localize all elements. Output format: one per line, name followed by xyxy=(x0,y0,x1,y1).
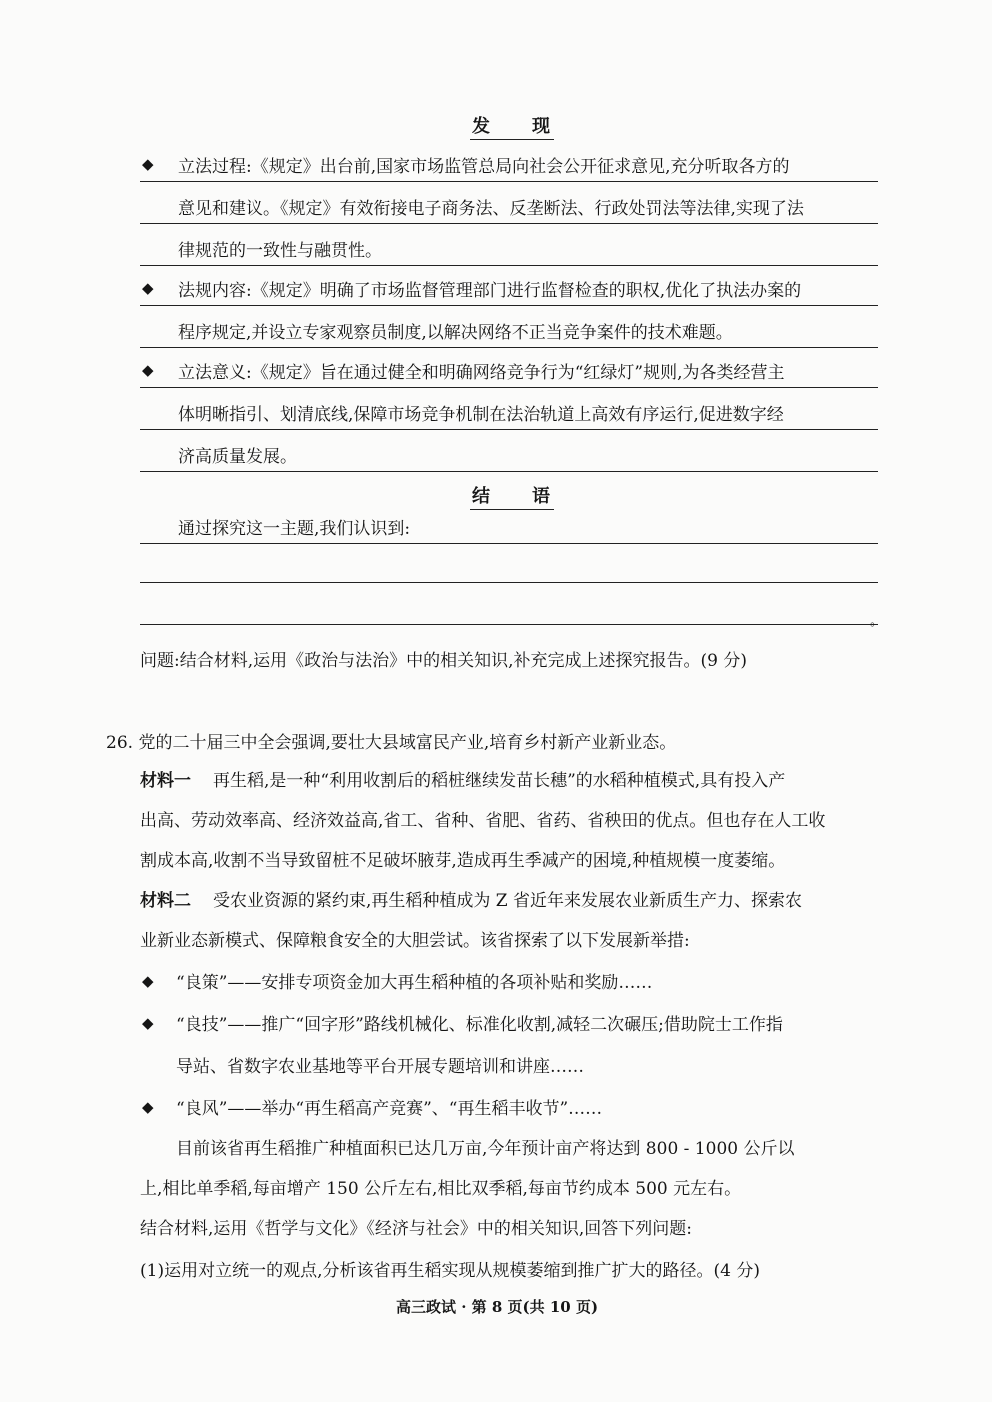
discovery-item-3-line-1: 立法意义:《规定》旨在通过健全和明确网络竞争行为“红绿灯”规则,为各类经营主 xyxy=(140,346,878,388)
measure-3: “良风”——举办“再生稻高产竞赛”、“再生稻丰收节”…… xyxy=(176,1099,603,1119)
section-heading-discovery xyxy=(470,112,554,138)
material-2-line-2: 业新业态新模式、保障粮食安全的大胆尝试。该省探索了以下发展新举措: xyxy=(140,931,690,951)
bullet-icon: ◆ xyxy=(142,155,154,173)
summary-line-2: 上,相比单季稻,每亩增产 150 公斤左右,相比双季稻,每亩节约成本 500 元左右。 xyxy=(140,1179,742,1199)
discovery-item-2-line-2: 程序规定,并设立专家观察员制度,以解决网络不正当竞争案件的技术难题。 xyxy=(140,306,878,348)
material-1-line-2: 出高、劳动效率高、经济效益高,省工、省种、省肥、省药、省秧田的优点。但也存在人工收 xyxy=(140,811,826,831)
section-heading-conclusion-text: 结 语 xyxy=(470,486,554,510)
material-1-line-1: 材料一 再生稻,是一种“利用收割后的稻桩继续发苗长穗”的水稻种植模式,具有投入产 xyxy=(140,771,786,791)
summary-line-1: 目前该省再生稻推广种植面积已达几万亩,今年预计亩产将达到 800 - 1000 公斤以 xyxy=(176,1139,795,1159)
discovery-item-2-line-1: 法规内容:《规定》明确了市场监督管理部门进行监督检查的职权,优化了执法办案的 xyxy=(140,264,878,306)
question-26-stem: 26. 党的二十届三中全会强调,要壮大县域富民产业,培育乡村新产业新业态。 xyxy=(106,733,677,753)
bullet-icon: ◆ xyxy=(142,279,154,297)
measure-2-line-1: “良技”——推广“回字形”路线机械化、标准化收割,减轻二次碾压;借助院士工作指 xyxy=(176,1015,783,1035)
bullet-icon: ◆ xyxy=(142,1098,154,1116)
discovery-item-3-line-3: 济高质量发展。 xyxy=(140,430,878,472)
discovery-item-1-line-1: 立法过程:《规定》出台前,国家市场监管总局向社会公开征求意见,充分听取各方的 xyxy=(140,140,878,182)
discovery-item-1-line-3: 律规范的一致性与融贯性。 xyxy=(140,224,878,266)
material-2-line-1: 材料二 受农业资源的紧约束,再生稻种植成为 Z 省近年来发展农业新质生产力、探索农 xyxy=(140,891,803,911)
question-26-instruction: 结合材料,运用《哲学与文化》《经济与社会》中的相关知识,回答下列问题: xyxy=(140,1219,693,1239)
measure-2-line-2: 导站、省数字农业基地等平台开展专题培训和讲座…… xyxy=(176,1057,584,1077)
section-heading-discovery-text: 发 现 xyxy=(470,116,554,140)
material-1-label: 材料一 xyxy=(140,771,191,791)
material-2-label: 材料二 xyxy=(140,891,191,911)
page-footer: 高三政试 · 第 8 页(共 10 页) xyxy=(396,1298,599,1316)
material-1-line-3: 割成本高,收割不当导致留桩不足破坏腋芽,造成再生季减产的困境,种植规模一度萎缩。 xyxy=(140,851,786,871)
bullet-icon: ◆ xyxy=(142,1014,154,1032)
question-26-sub-1: (1)运用对立统一的观点,分析该省再生稻实现从规模萎缩到推广扩大的路径。(4 分) xyxy=(140,1261,760,1281)
conclusion-line-1: 通过探究这一主题,我们认识到: xyxy=(140,502,878,544)
bullet-icon: ◆ xyxy=(142,972,154,990)
conclusion-end-mark: 。 xyxy=(870,614,884,629)
question-25-prompt: 问题:结合材料,运用《政治与法治》中的相关知识,补充完成上述探究报告。(9 分) xyxy=(140,651,748,671)
discovery-item-1-line-2: 意见和建议。《规定》有效衔接电子商务法、反垄断法、行政处罚法等法律,实现了法 xyxy=(140,182,878,224)
bullet-icon: ◆ xyxy=(142,361,154,379)
conclusion-blank-line-3 xyxy=(140,624,878,625)
conclusion-blank-line-2 xyxy=(140,582,878,583)
measure-1: “良策”——安排专项资金加大再生稻种植的各项补贴和奖励…… xyxy=(176,973,653,993)
discovery-item-3-line-2: 体明晰指引、划清底线,保障市场竞争机制在法治轨道上高效有序运行,促进数字经 xyxy=(140,388,878,430)
